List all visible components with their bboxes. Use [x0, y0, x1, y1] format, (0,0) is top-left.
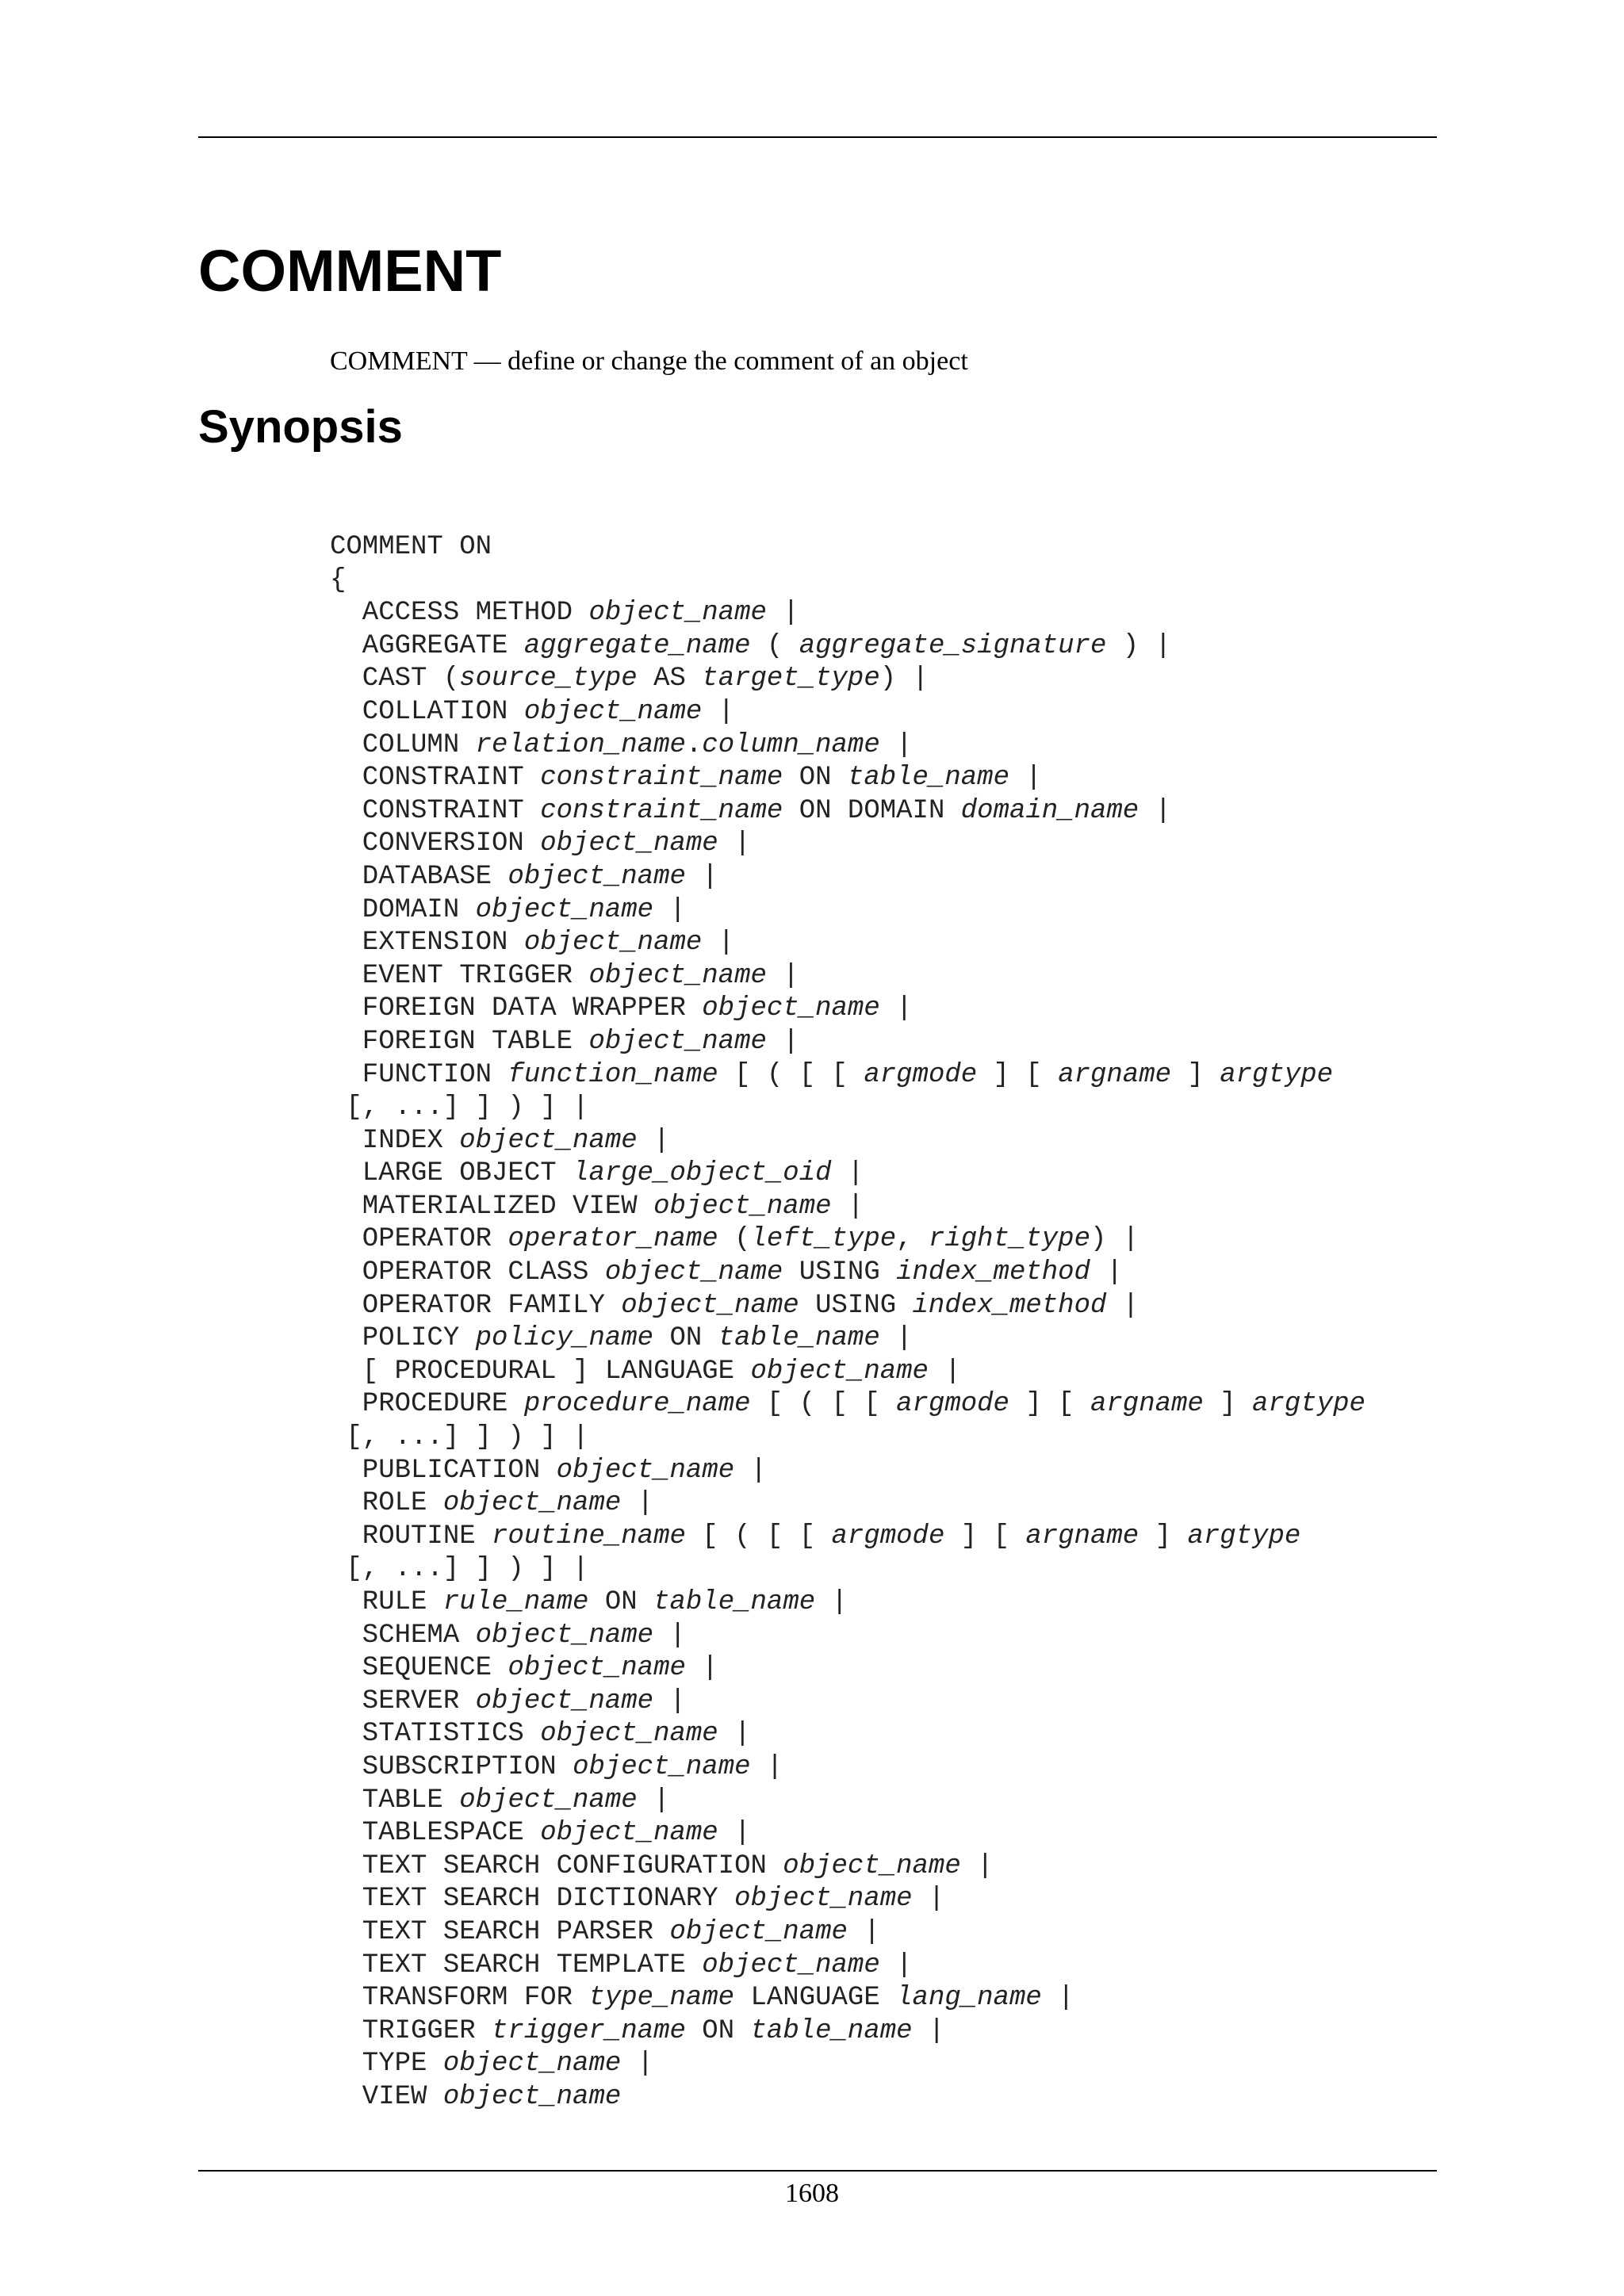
literal-keyword: | [702, 928, 735, 959]
literal-keyword: | [685, 1653, 718, 1684]
synopsis-line [330, 927, 1365, 960]
literal-keyword: [, ...] ] ) ] | [330, 1554, 589, 1585]
synopsis-line [330, 1356, 1365, 1389]
replaceable-parameter: object_name [459, 1125, 638, 1156]
replaceable-parameter: rule_name [442, 1587, 589, 1617]
literal-keyword: ] [ [1009, 1389, 1090, 1420]
replaceable-parameter: constraint_name [540, 763, 783, 794]
literal-keyword: FUNCTION [330, 1059, 508, 1090]
synopsis-code-block [330, 531, 1365, 2114]
synopsis-line [330, 1487, 1365, 1521]
synopsis-line [330, 1686, 1365, 1719]
replaceable-parameter: table_name [718, 1323, 880, 1354]
synopsis-line [330, 894, 1365, 928]
literal-keyword: TEXT SEARCH PARSER [330, 1916, 670, 1947]
literal-keyword: | [847, 1916, 880, 1947]
literal-keyword: { [330, 564, 347, 595]
replaceable-parameter: target_type [702, 664, 880, 695]
synopsis-line [330, 1817, 1365, 1850]
replaceable-parameter: object_name [442, 2049, 622, 2080]
literal-keyword: | [621, 2049, 654, 2080]
literal-keyword: ACCESS METHOD [330, 598, 589, 629]
replaceable-parameter: column_name [702, 729, 880, 760]
literal-keyword: ) | [1106, 630, 1172, 661]
replaceable-parameter: object_name [556, 1455, 735, 1486]
replaceable-parameter: object_name [702, 993, 880, 1024]
literal-keyword: | [766, 598, 799, 629]
literal-keyword: SEQUENCE [330, 1653, 508, 1684]
replaceable-parameter: argmode [896, 1389, 1009, 1420]
refpurpose: COMMENT — define or change the comment of an object [330, 346, 968, 376]
literal-keyword: ON [685, 2015, 751, 2046]
synopsis-line [330, 1652, 1365, 1686]
synopsis-line [330, 1191, 1365, 1224]
literal-keyword: FOREIGN DATA WRAPPER [330, 993, 703, 1024]
literal-keyword: | [685, 861, 718, 892]
literal-keyword: ( [718, 1224, 751, 1255]
literal-keyword: PROCEDURE [330, 1389, 524, 1420]
literal-keyword: LARGE OBJECT [330, 1158, 573, 1189]
synopsis-line [330, 1455, 1365, 1488]
synopsis-line [330, 729, 1365, 763]
literal-keyword: USING [783, 1257, 897, 1288]
synopsis-line [330, 2015, 1365, 2049]
replaceable-parameter: object_name [573, 1751, 751, 1782]
literal-keyword: SERVER [330, 1686, 476, 1716]
replaceable-parameter: relation_name [475, 729, 686, 760]
replaceable-parameter: object_name [459, 1785, 638, 1816]
literal-keyword: [ ( [ [ [750, 1389, 897, 1420]
literal-keyword: [, ...] ] ) ] | [330, 1422, 589, 1453]
literal-keyword: | [912, 2015, 945, 2046]
synopsis-line [330, 795, 1365, 828]
literal-keyword: ON [783, 763, 848, 794]
replaceable-parameter: right_type [928, 1224, 1090, 1255]
literal-keyword: ( [750, 630, 799, 661]
literal-keyword: ] [1139, 1521, 1188, 1552]
literal-keyword: | [879, 993, 913, 1024]
literal-keyword: | [637, 1785, 670, 1816]
literal-keyword: AS [637, 664, 703, 695]
literal-keyword: USING [799, 1290, 913, 1321]
literal-keyword: POLICY [330, 1323, 476, 1354]
synopsis-line [330, 1620, 1365, 1653]
literal-keyword: ON DOMAIN [783, 795, 961, 826]
replaceable-parameter: object_name [475, 894, 654, 925]
literal-keyword: | [621, 1488, 654, 1519]
literal-keyword: EXTENSION [330, 928, 524, 959]
literal-keyword: | [718, 1818, 751, 1849]
synopsis-line [330, 630, 1365, 664]
synopsis-line [330, 2081, 1365, 2114]
literal-keyword: AGGREGATE [330, 630, 524, 661]
literal-keyword: TABLESPACE [330, 1818, 541, 1849]
replaceable-parameter: index_method [896, 1257, 1090, 1288]
replaceable-parameter: object_name [523, 928, 703, 959]
literal-keyword: COLLATION [330, 696, 524, 727]
synopsis-line [330, 1751, 1365, 1785]
replaceable-parameter: source_type [459, 664, 638, 695]
replaceable-parameter: function_name [508, 1059, 718, 1090]
literal-keyword: | [912, 1884, 945, 1915]
literal-keyword: | [702, 696, 735, 727]
synopsis-line [330, 1223, 1365, 1257]
replaceable-parameter: object_name [621, 1290, 799, 1321]
literal-keyword: | [653, 1686, 686, 1716]
literal-keyword: | [1090, 1257, 1123, 1288]
replaceable-parameter: aggregate_name [523, 630, 751, 661]
synopsis-line [330, 1026, 1365, 1059]
replaceable-parameter: table_name [750, 2015, 913, 2046]
replaceable-parameter: object_name [588, 960, 767, 991]
synopsis-line [330, 663, 1365, 696]
replaceable-parameter: object_name [734, 1884, 913, 1915]
replaceable-parameter: argtype [1220, 1059, 1334, 1090]
replaceable-parameter: argmode [864, 1059, 978, 1090]
literal-keyword: | [1106, 1290, 1139, 1321]
replaceable-parameter: object_name [442, 1488, 622, 1519]
replaceable-parameter: object_name [540, 828, 718, 859]
synopsis-line [330, 1883, 1365, 1916]
replaceable-parameter: object_name [442, 2081, 622, 2112]
replaceable-parameter: object_name [508, 1653, 686, 1684]
literal-keyword: OPERATOR [330, 1224, 508, 1255]
replaceable-parameter: constraint_name [540, 795, 783, 826]
literal-keyword: | [734, 1455, 767, 1486]
replaceable-parameter: routine_name [492, 1521, 686, 1552]
replaceable-parameter: object_name [783, 1850, 961, 1881]
replaceable-parameter: object_name [523, 696, 703, 727]
synopsis-line [330, 1322, 1365, 1356]
synopsis-line [330, 1950, 1365, 1983]
replaceable-parameter: object_name [588, 598, 767, 629]
literal-keyword: RULE [330, 1587, 443, 1617]
replaceable-parameter: table_name [847, 763, 1009, 794]
synopsis-line [330, 531, 1365, 564]
literal-keyword: | [879, 729, 913, 760]
literal-keyword: ] [1203, 1389, 1253, 1420]
literal-keyword: . [685, 729, 703, 760]
literal-keyword: | [1041, 1983, 1074, 2014]
replaceable-parameter: object_name [540, 1719, 718, 1750]
literal-keyword: TRANSFORM FOR [330, 1983, 589, 2014]
replaceable-parameter: object_name [702, 1950, 880, 1980]
replaceable-parameter: object_name [540, 1818, 718, 1849]
header-rule [198, 136, 1437, 138]
synopsis-line [330, 1158, 1365, 1191]
literal-keyword: FOREIGN TABLE [330, 1026, 589, 1057]
literal-keyword: | [653, 894, 686, 925]
literal-keyword: SUBSCRIPTION [330, 1751, 573, 1782]
literal-keyword: ROLE [330, 1488, 443, 1519]
literal-keyword: | [1139, 795, 1171, 826]
literal-keyword: PUBLICATION [330, 1455, 557, 1486]
literal-keyword: | [960, 1850, 994, 1881]
replaceable-parameter: policy_name [475, 1323, 654, 1354]
section-heading-synopsis: Synopsis [198, 401, 403, 453]
literal-keyword: TYPE [330, 2049, 443, 2080]
replaceable-parameter: object_name [653, 1191, 832, 1222]
literal-keyword: CONVERSION [330, 828, 541, 859]
literal-keyword: | [637, 1125, 670, 1156]
literal-keyword: [ ( [ [ [718, 1059, 864, 1090]
literal-keyword: | [750, 1751, 783, 1782]
synopsis-line [330, 1125, 1365, 1158]
replaceable-parameter: object_name [669, 1916, 848, 1947]
replaceable-parameter: argname [1025, 1521, 1139, 1552]
synopsis-line [330, 696, 1365, 729]
replaceable-parameter: large_object_oid [573, 1158, 832, 1189]
synopsis-line [330, 1553, 1365, 1586]
replaceable-parameter: object_name [475, 1686, 654, 1716]
literal-keyword: STATISTICS [330, 1719, 541, 1750]
literal-keyword: CAST ( [330, 664, 460, 695]
synopsis-line [330, 1718, 1365, 1751]
literal-keyword: | [766, 960, 799, 991]
replaceable-parameter: argname [1090, 1389, 1204, 1420]
replaceable-parameter: table_name [653, 1587, 816, 1617]
literal-keyword: | [928, 1356, 961, 1387]
literal-keyword: CONSTRAINT [330, 795, 541, 826]
synopsis-line [330, 1521, 1365, 1554]
literal-keyword: TABLE [330, 1785, 460, 1816]
replaceable-parameter: object_name [604, 1257, 783, 1288]
literal-keyword: | [718, 1719, 751, 1750]
literal-keyword: ) | [879, 664, 929, 695]
synopsis-line [330, 1785, 1365, 1818]
literal-keyword: | [718, 828, 751, 859]
literal-keyword: MATERIALIZED VIEW [330, 1191, 654, 1222]
literal-keyword: TEXT SEARCH CONFIGURATION [330, 1850, 783, 1881]
synopsis-line [330, 861, 1365, 894]
replaceable-parameter: procedure_name [523, 1389, 751, 1420]
synopsis-line [330, 1586, 1365, 1620]
synopsis-line [330, 993, 1365, 1026]
literal-keyword: , [896, 1224, 929, 1255]
page-title: COMMENT [198, 238, 502, 304]
literal-keyword: | [879, 1950, 913, 1980]
synopsis-line [330, 564, 1365, 598]
replaceable-parameter: operator_name [508, 1224, 718, 1255]
replaceable-parameter: aggregate_signature [799, 630, 1107, 661]
literal-keyword: ON [588, 1587, 654, 1617]
replaceable-parameter: argtype [1187, 1521, 1301, 1552]
synopsis-line [330, 762, 1365, 795]
replaceable-parameter: type_name [588, 1983, 735, 2014]
synopsis-line [330, 1290, 1365, 1323]
replaceable-parameter: object_name [588, 1026, 767, 1057]
synopsis-line [330, 1422, 1365, 1455]
literal-keyword: ] [ [977, 1059, 1059, 1090]
synopsis-line [330, 2048, 1365, 2081]
literal-keyword: TEXT SEARCH TEMPLATE [330, 1950, 703, 1980]
replaceable-parameter: lang_name [896, 1983, 1042, 2014]
literal-keyword: | [653, 1620, 686, 1651]
literal-keyword: | [815, 1587, 848, 1617]
synopsis-line [330, 1059, 1365, 1093]
literal-keyword: TRIGGER [330, 2015, 492, 2046]
synopsis-line [330, 597, 1365, 630]
literal-keyword: DATABASE [330, 861, 508, 892]
literal-keyword: EVENT TRIGGER [330, 960, 589, 991]
literal-keyword: COMMENT ON [330, 532, 492, 562]
synopsis-line [330, 1388, 1365, 1422]
replaceable-parameter: trigger_name [492, 2015, 686, 2046]
literal-keyword: | [766, 1026, 799, 1057]
literal-keyword: | [879, 1323, 913, 1354]
replaceable-parameter: argname [1058, 1059, 1172, 1090]
page-number: 1608 [785, 2179, 839, 2208]
synopsis-line [330, 1916, 1365, 1950]
literal-keyword: | [831, 1191, 864, 1222]
synopsis-line [330, 1257, 1365, 1290]
literal-keyword: [ ( [ [ [685, 1521, 832, 1552]
literal-keyword: CONSTRAINT [330, 763, 541, 794]
replaceable-parameter: domain_name [960, 795, 1139, 826]
literal-keyword: OPERATOR CLASS [330, 1257, 605, 1288]
literal-keyword: OPERATOR FAMILY [330, 1290, 622, 1321]
literal-keyword: LANGUAGE [734, 1983, 897, 2014]
replaceable-parameter: argtype [1252, 1389, 1365, 1420]
replaceable-parameter: argmode [831, 1521, 945, 1552]
replaceable-parameter: left_type [750, 1224, 897, 1255]
literal-keyword: ] [1171, 1059, 1220, 1090]
literal-keyword: [, ...] ] ) ] | [330, 1093, 589, 1123]
literal-keyword: [ PROCEDURAL ] LANGUAGE [330, 1356, 751, 1387]
replaceable-parameter: object_name [750, 1356, 929, 1387]
literal-keyword: VIEW [330, 2081, 443, 2112]
synopsis-line [330, 1850, 1365, 1884]
replaceable-parameter: object_name [475, 1620, 654, 1651]
literal-keyword: | [1009, 763, 1042, 794]
synopsis-line [330, 1982, 1365, 2015]
footer-rule [198, 2170, 1437, 2172]
synopsis-line [330, 1092, 1365, 1125]
literal-keyword: ON [653, 1323, 718, 1354]
synopsis-line [330, 828, 1365, 861]
literal-keyword: SCHEMA [330, 1620, 476, 1651]
literal-keyword: ] [ [944, 1521, 1026, 1552]
replaceable-parameter: object_name [508, 861, 686, 892]
literal-keyword: INDEX [330, 1125, 460, 1156]
replaceable-parameter: index_method [912, 1290, 1107, 1321]
synopsis-line [330, 960, 1365, 993]
literal-keyword: COLUMN [330, 729, 476, 760]
literal-keyword: ROUTINE [330, 1521, 492, 1552]
literal-keyword: DOMAIN [330, 894, 476, 925]
literal-keyword: TEXT SEARCH DICTIONARY [330, 1884, 735, 1915]
literal-keyword: ) | [1090, 1224, 1139, 1255]
literal-keyword: | [831, 1158, 864, 1189]
